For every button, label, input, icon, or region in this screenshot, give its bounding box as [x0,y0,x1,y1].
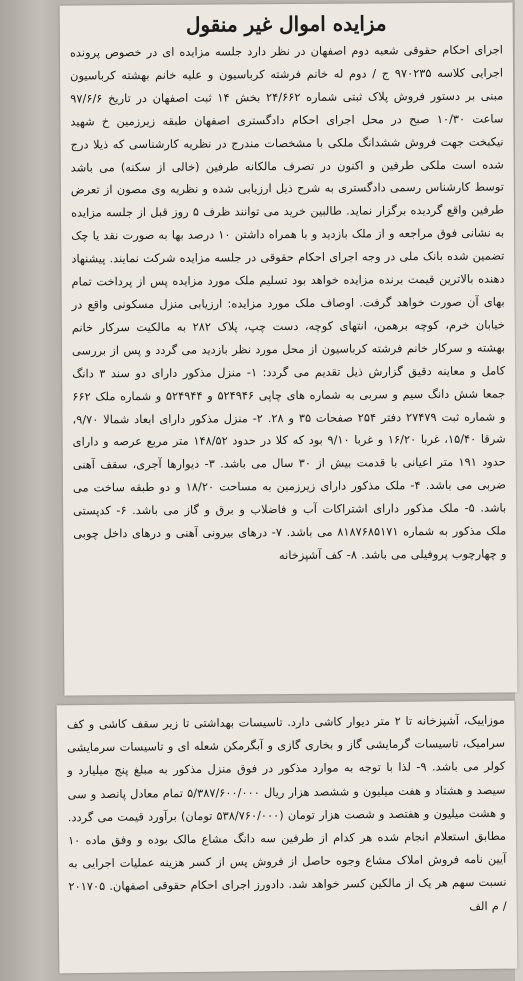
notice-clipping-bottom [57,701,518,974]
adjacent-page-edge [515,0,523,981]
background-left-strip [0,0,58,981]
notice-clipping-top [60,2,518,695]
notice-title: مزایده اموال غیر منقول [185,11,387,37]
notice-body-part1: اجرای احکام حقوقی شعبه دوم اصفهان در نظر دارد جلسه مزایده ای در خصوص پرونده اجرایی کلاسه ۹۷۰۲۳۵ ج / دوم له خانم فرشته کرباسیون و علیه خانم بهشته کرباسیون مبنی بر دستور فروش پلاک ثبتی شماره ۲۴/۶۶۲ بخش ۱۴ ثبت اصفهان در تاریخ ۹۷/۶/۶ ساعت ۱۰/۳۰ صبح در محل اجرای احکام دادگستری اصفهان طبقه زیرزمین خ شهید نیکبخت جهت فروش ششدانگ ملکی با مشخصات مندرج در نظریه کارشناسی که ذیلا درج شده است ملکی طرفین و اکنون در تصرف مالکانه طرفین (خالی از سکنه) می باشد توسط کارشناس رسمی دادگستری به شرح ذیل ارزیابی شده و نظریه وی مصون از تعرض طرفین واقع گردیده برگزار نماید. طالبین خرید می توانند ظرف ۵ روز قبل از جلسه مزایده به نشانی فوق مراجعه و از ملک بازدید و با همراه داشتن ۱۰ درصد بها به صورت نقد یا چک تضمین شده بانک ملی در وجه اجرای احکام حقوقی در جلسه مزایده شرکت نمایند. پیشنهاد دهنده بالاترین قیمت برنده مزایده خواهد بود تسلیم ملک مورد مزایده پس از پرداخت تمام بهای آن صورت خواهد گرفت. اوصاف ملک مورد مزایده: ارزیابی منزل مسکونی واقع در خیابان خرم، کوچه برهمن، انتهای کوچه، دست چپ، پلاک ۲۸۲ به مالکیت سرکار خانم بهشته و سرکار خانم فرشته کرباسیون از محل مورد نظر بازدید می گردد و پس از بررسی کامل و معاینه دقیق گزارش ذیل تقدیم می گردد: ۱- منزل مذکور دارای دو سند ۳ دانگ جمعا شش دانگ سیم و سربی به شماره های چاپی ۵۲۴۹۴۶ و ۵۲۴۹۴۴ و شماره ملک ۶۶۲ و شماره ثبت ۲۷۴۷۹ دفتر ۲۵۴ صفحات ۳۵ و ۲۸. ۲- منزل مذکور دارای ابعاد شمالا ۹/۷۰، شرقا ۱۵/۴۰، غربا ۱۶/۲۰ و غربا ۹/۱۰ بود که کلا در حدود ۱۴۸/۵۲ متر مربع عرصه و دارای حدود ۱۹۱ متر اعیانی با قدمت بیش از ۳۰ سال می باشد. ۳- دیوارها آجری، سقف آهنی ضربی می باشد. ۴- ملک مذکور دارای زیرزمین به مساحت ۱۸/۲۰ و دو طبقه ساخت می باشد. ۵- ملک مذکور دارای اشتراکات آب و فاضلاب و برق و گاز می باشد. ۶- کدپستی ملک مذکور به شماره ۸۱۸۷۶۸۵۱۷۱ می باشد. ۷- درهای بیرونی آهنی و درهای داخل چوبی و چهارچوب پروفیلی می باشد. ۸- کف آشپزخانه [69,42,507,563]
notice-body-part2: موزاییک، آشپزخانه تا ۲ متر دیوار کاشی دارد. تاسیسات بهداشتی تا زیر سقف کاشی و کف سرامیک، تاسیسات گرمایشی گاز و بخاری گازی و آبگرمکن شعله ای و تاسیسات سرمایشی کولر می باشد. ۹- لذا با توجه به موارد مذکور در فوق منزل مذکور به مبلغ پنج میلیارد و سیصد و هشتاد و هفت میلیون و ششصد هزار ریال ۵/۳۸۷/۶۰۰/۰۰۰ تمام معادل پانصد و سی و هشت میلیون و هفتصد و شصت هزار تومان (۵۳۸/۷۶۰/۰۰۰ تومان) برآورد قیمت می گردد. مطابق استعلام انجام شده هر کدام از طرفین سه دانگ مشاع مالک بوده و وفق ماده ۱۰ آیین نامه فروش املاک مشاع وجوه حاصل از فروش پس از کسر هزینه عملیات اجرایی به نسبت سهم هر یک از مالکین کسر خواهد شد. دادورز اجرای احکام حقوقی اصفهان. ۲۰۱۷۰۵ / م الف [66,712,507,913]
